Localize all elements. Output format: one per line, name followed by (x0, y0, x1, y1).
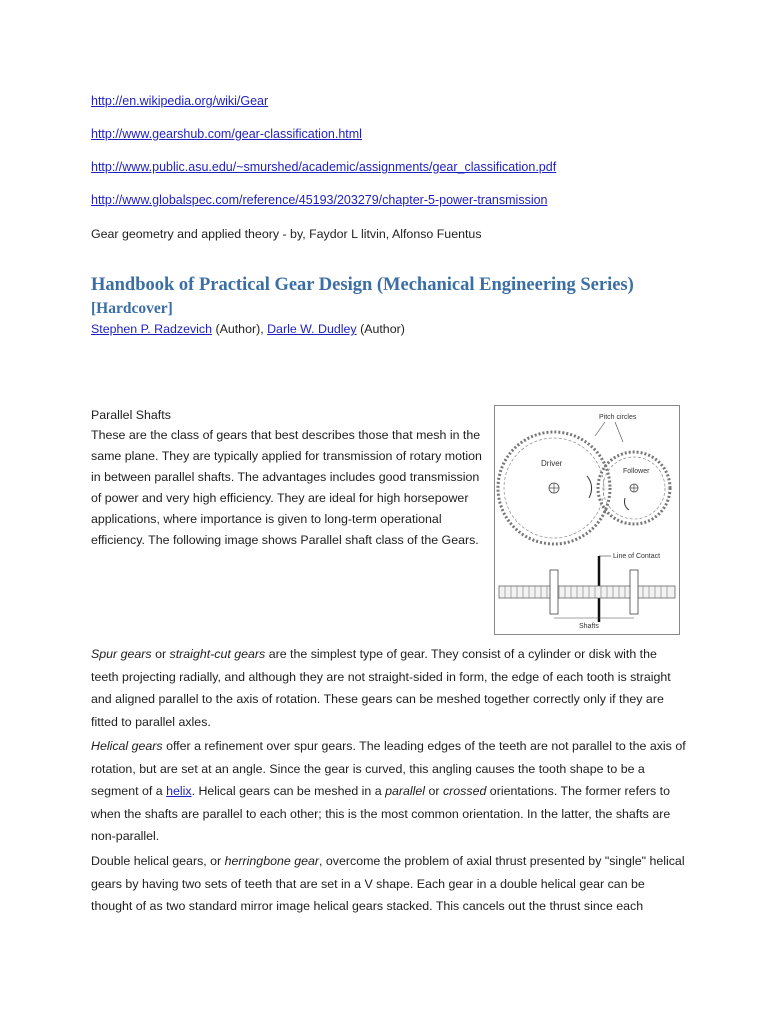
author-link-dudley[interactable]: Darle W. Dudley (267, 322, 357, 336)
helical-text-2: . Helical gears can be meshed in a (191, 784, 386, 798)
author1-role: (Author), (212, 322, 268, 336)
spur-term: Spur gears (91, 647, 152, 661)
helical-term: Helical gears (91, 739, 163, 753)
double-text-1: Double helical gears, or (91, 854, 225, 868)
pitch-leader-1 (595, 422, 605, 436)
link-gearshub[interactable]: http://www.gearshub.com/gear-classification.html (91, 127, 362, 141)
follower-label: Follower (623, 468, 650, 475)
crossed-term: crossed (442, 784, 487, 798)
parallel-heading: Parallel Shafts (91, 408, 171, 422)
handbook-format: [Hardcover] (91, 300, 173, 317)
double-text-2: , overcome the problem of axial thrust presented by "single" helical gears by having two sets of teeth that are set in a V shape. Each gear in a double helical gear can be thought of as two standard mirror image helical gears stacked. This cancels out the thrust since each (91, 854, 685, 913)
reference-line: Gear geometry and applied theory - by, Faydor L litvin, Alfonso Fuentus (91, 227, 482, 241)
spur-paragraph (91, 643, 687, 733)
author-link-radzevich[interactable]: Stephen P. Radzevich (91, 322, 213, 336)
line-of-contact-label: Line of Contact (613, 553, 661, 560)
spur-or: or (151, 647, 170, 661)
follower-shaft (630, 570, 638, 614)
herringbone-term: herringbone gear (224, 854, 320, 868)
link-asu-pdf[interactable]: http://www.public.asu.edu/~smurshed/academic/assignments/gear_classification.pdf (91, 160, 557, 174)
rack-strip (499, 586, 675, 598)
handbook-title: Handbook of Practical Gear Design (Mechanical Engineering Series) (91, 275, 634, 295)
helical-or: or (425, 784, 443, 798)
link-wikipedia-gear[interactable]: http://en.wikipedia.org/wiki/Gear (91, 94, 269, 108)
author2-role: (Author) (356, 322, 405, 336)
spur-text: are the simplest type of gear. They consist of a cylinder or disk with the teeth projecting radially, and although they are not straight-sided in form, the edge of each tooth is straight and aligned parallel to the axis of rotation. These gears can be meshed together correctly only if they are fitted to parallel axles. (91, 647, 671, 729)
helical-text-3: orientations. The former refers to when the shafts are parallel to each other; this is the most common orientation. In the latter, the shafts are non-parallel. (91, 784, 671, 843)
parallel-paragraph: These are the class of gears that best describes those that mesh in the same plane. They are typically applied for transmission of rotary motion in between parallel shafts. The advantages includes good transmission of power and very high efficiency. They are ideal for high horsepower applications, where importance is given to long-term operational efficiency. The following image shows Parallel shaft class of the Gears. (91, 428, 482, 547)
helix-link[interactable]: helix (166, 784, 192, 798)
helical-text-1: offer a refinement over spur gears. The leading edges of the teeth are not parallel to the axis of rotation, but are set at an angle. Since the gear is curved, this angling causes the tooth shape to be a segment of a (91, 739, 686, 798)
driver-rotation-arrow (587, 476, 592, 498)
handbook-authors (91, 318, 405, 341)
parallel-term: parallel (385, 784, 426, 798)
helical-paragraph (91, 735, 687, 848)
follower-rotation-arrow (625, 498, 630, 510)
gear-diagram-svg (495, 406, 679, 634)
pitch-circles-label: Pitch circles (599, 414, 637, 421)
driver-label: Driver (541, 459, 563, 468)
double-helical-paragraph (91, 850, 687, 918)
parallel-shaft-diagram (494, 405, 680, 635)
shafts-label: Shafts (579, 623, 599, 630)
driver-shaft (550, 570, 558, 614)
pitch-leader-2 (615, 422, 623, 442)
straight-cut-term: straight-cut gears (169, 647, 266, 661)
link-globalspec[interactable]: http://www.globalspec.com/reference/45193/203279/chapter-5-power-transmission (91, 193, 548, 207)
